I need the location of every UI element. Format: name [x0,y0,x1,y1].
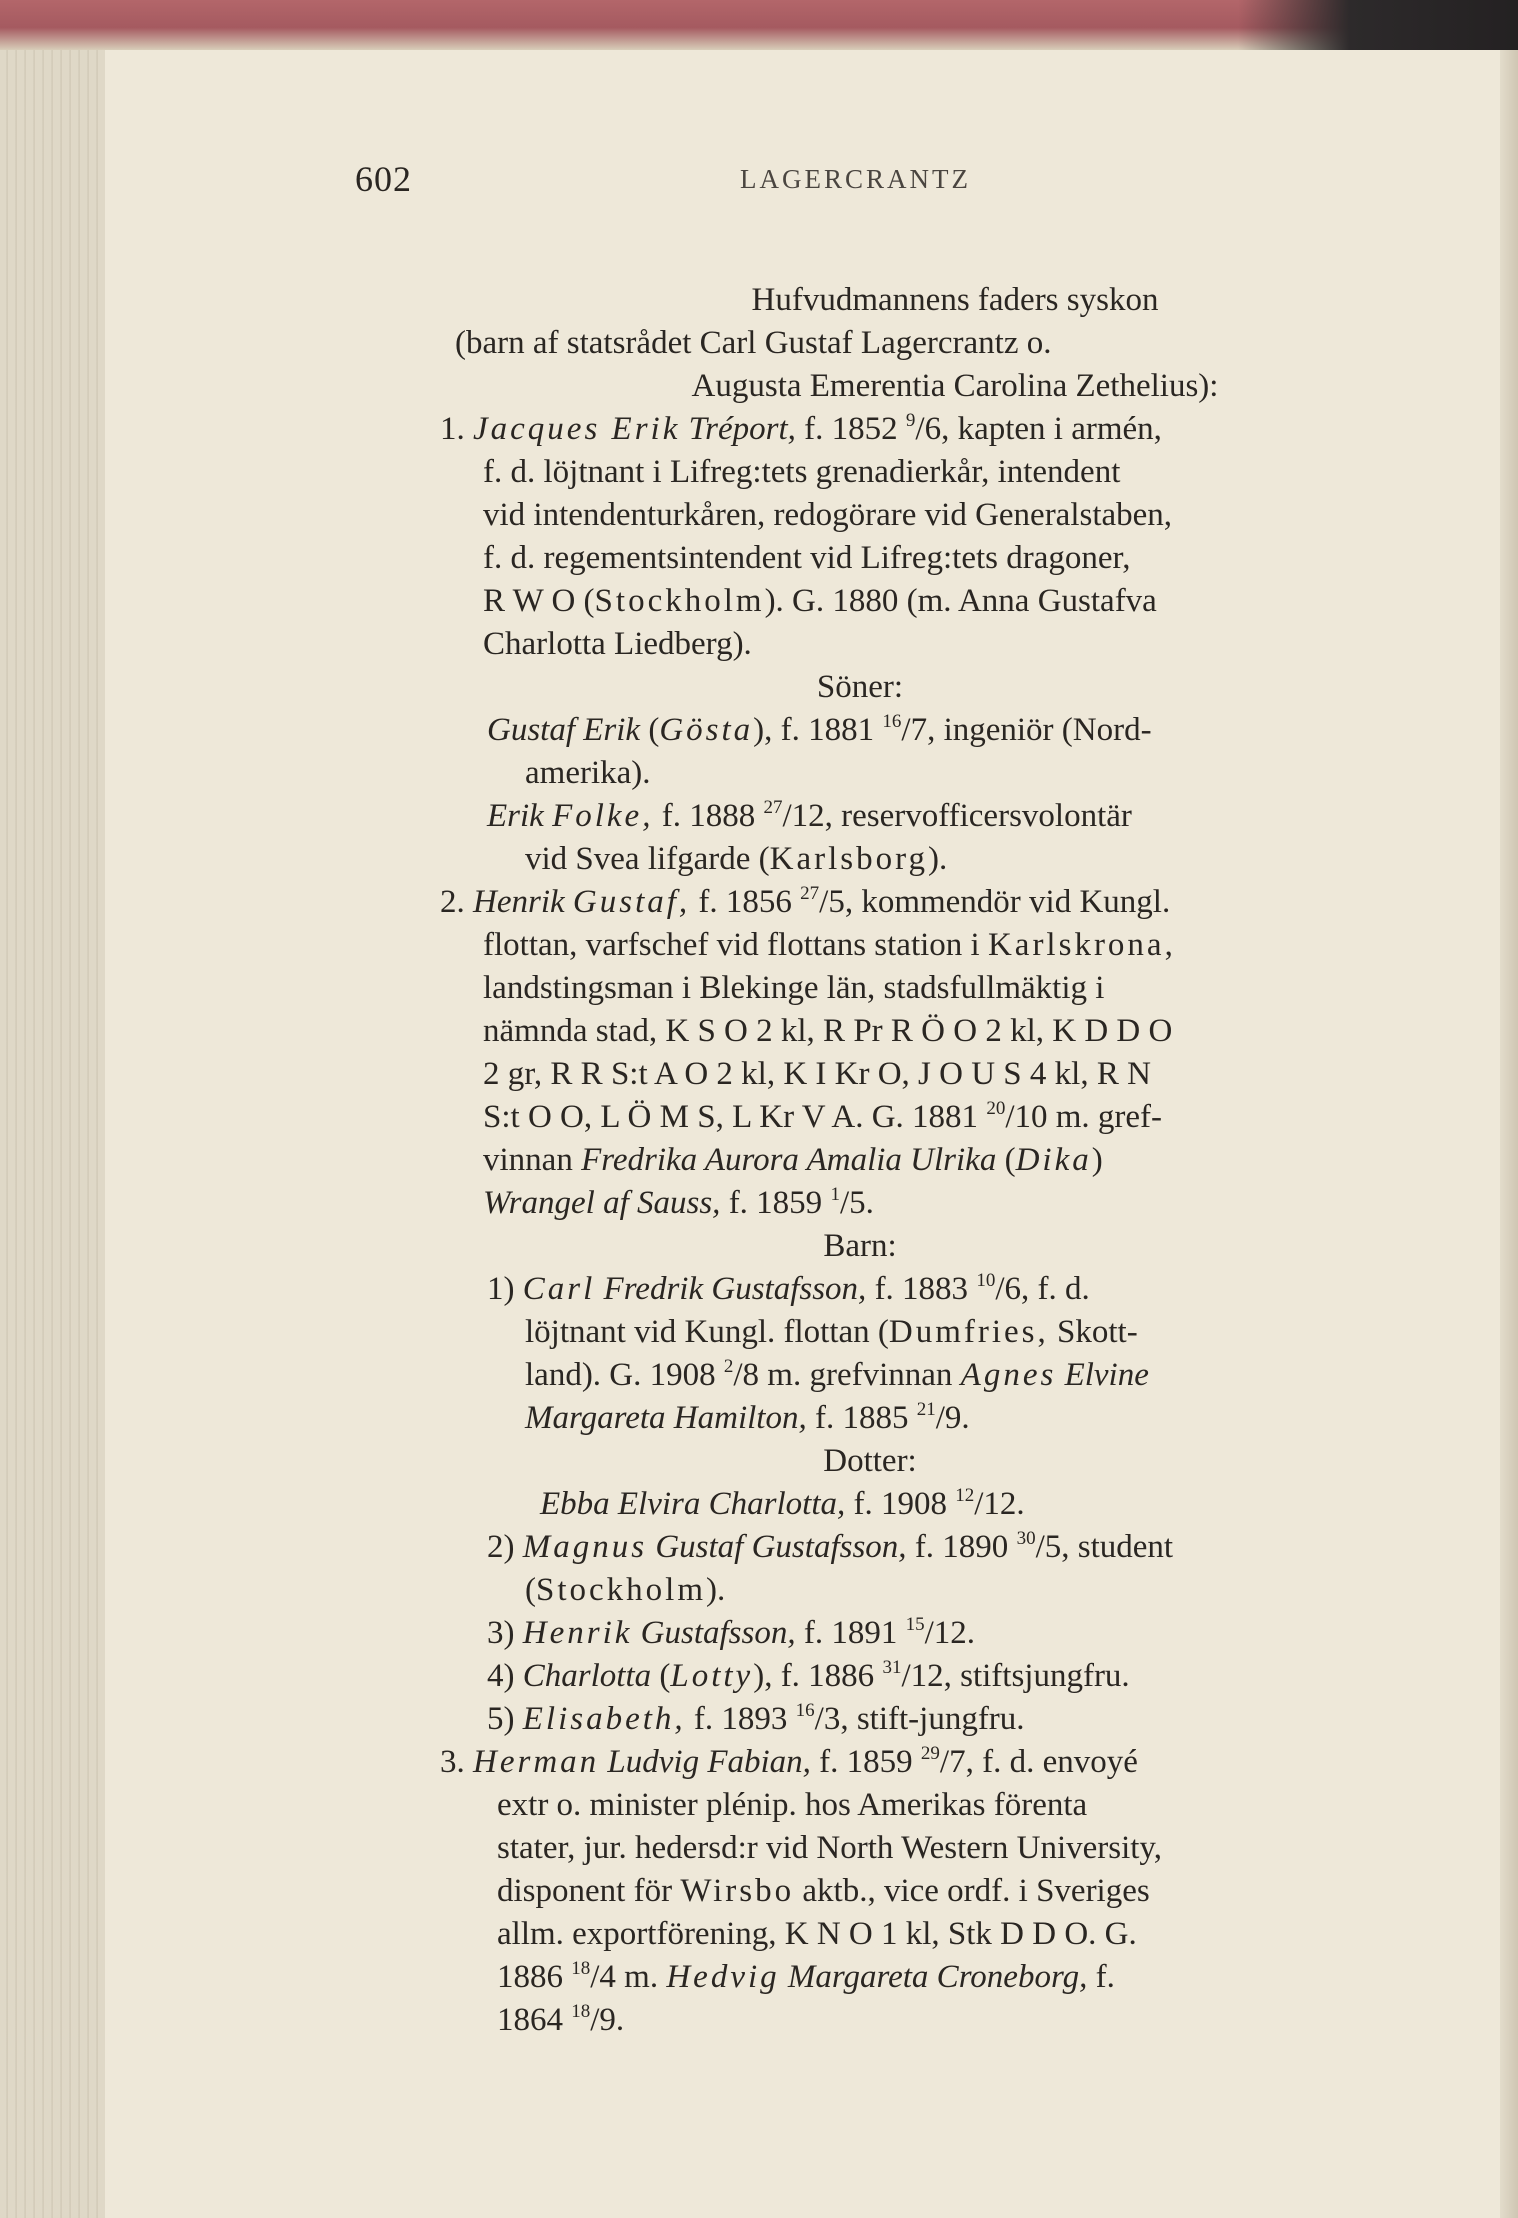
text-segment: Herman [473,1744,600,1780]
text-segment: 4) [487,1658,523,1694]
text-segment: Margareta Croneborg, [787,1959,1088,1995]
text-line [525,752,651,794]
text-segment [632,1615,640,1651]
text-segment: f. [1087,1959,1115,1995]
text-segment: 3. [440,1744,473,1780]
text-segment [780,1959,788,1995]
text-segment: /6, f. d. [995,1271,1090,1307]
text-segment: /5. [839,1185,874,1221]
text-segment: ), f. 1881 [753,712,883,748]
text-segment: Gustaf Erik [487,712,641,748]
text-segment: Dika [1015,1142,1092,1178]
text-line [487,1612,975,1654]
text-line [497,1913,1137,1955]
text-segment: Dotter: [823,1443,917,1479]
text-segment [1056,1357,1064,1393]
text-segment: Elvine [1064,1357,1149,1393]
text-segment: ( [651,1658,671,1694]
text-line [483,1096,1162,1138]
text-segment: Agnes [960,1357,1057,1393]
text-segment: 5) [487,1701,523,1737]
text-line [487,1526,1173,1568]
text-segment: Henrik [522,1615,633,1651]
text-line [525,1569,725,1611]
text-line [483,1182,874,1224]
date-superscript: 16 [795,1700,815,1721]
text-segment: Gösta [659,712,754,748]
text-segment: 2) [487,1529,523,1565]
text-segment: /4 m. [590,1959,667,1995]
text-segment: flottan, varfschef vid flottans station i [483,927,988,963]
text-segment: f. 1890 [906,1529,1017,1565]
text-segment: f. 1885 [806,1400,917,1436]
text-line [487,709,1152,751]
text-segment: ). [706,1572,726,1608]
date-superscript: 20 [986,1098,1006,1119]
text-segment: Karlsborg [769,841,929,877]
text-segment [565,884,573,920]
text-line [440,881,1170,923]
text-line [483,1139,1103,1181]
text-segment: Wrangel af Sauss, [483,1185,721,1221]
text-line [440,408,1162,450]
text-segment: ) [1091,1142,1103,1178]
text-segment: vinnan [483,1142,582,1178]
text-segment: f. 1852 [795,411,906,447]
text-line [497,1784,1087,1826]
text-line [440,1741,1138,1783]
text-segment: vid Svea lifgarde ( [525,841,770,877]
text-segment: S:t O O, L Ö M S, L Kr V A. G. 1881 [483,1099,987,1135]
text-segment: Folke, [552,798,654,834]
text-segment: /3, stift-jungfru. [814,1701,1025,1737]
text-segment: landstingsman i Blekinge län, stadsfullmäktig i [483,970,1105,1006]
text-segment: 2 gr, R R S:t A O 2 kl, K I Kr O, J O U S 4 kl, R N [483,1056,1151,1092]
text-segment: Carl [522,1271,596,1307]
text-segment: extr o. minister plénip. hos Amerikas förenta [497,1787,1088,1823]
text-segment: Tréport, [688,411,796,447]
text-line [483,537,1130,579]
text-line [487,795,1132,837]
text-line [483,451,1120,493]
text-segment: Gustaf, [572,884,691,920]
text-line [487,1655,1130,1697]
text-segment: /5, kommendör vid Kungl. [819,884,1171,920]
text-segment: Barn: [823,1228,897,1264]
text-segment: vid intendenturkåren, redogörare vid Generalstaben, [483,497,1173,533]
date-superscript: 18 [571,2001,591,2022]
text-segment: Augusta Emerentia Carolina Zethelius): [691,368,1219,404]
text-segment: 2. [440,884,473,920]
text-line [483,1010,1172,1052]
text-segment: R W O ( [483,583,595,619]
text-segment: 1) [487,1271,523,1307]
date-superscript: 30 [1016,1528,1036,1549]
text-segment: Gustafsson, [640,1615,796,1651]
text-segment: ). G. 1880 (m. Anna Gustafva [764,583,1157,619]
running-head: LAGERCRANTZ [740,164,971,194]
text-segment: Ebba Elvira Charlotta, [540,1486,846,1522]
date-superscript: 21 [916,1399,936,1420]
text-segment: aktb., vice ordf. i Sveriges [794,1873,1150,1909]
text-segment: Magnus [522,1529,648,1565]
text-line [497,1999,624,2041]
text-line [483,494,1172,536]
text-segment: Stockholm [594,583,765,619]
date-superscript: 15 [905,1614,925,1635]
text-segment: f. 1859 [720,1185,831,1221]
text-segment: land). G. 1908 [525,1357,724,1393]
text-segment: löjtnant vid Kungl. flottan ( [525,1314,889,1350]
text-segment [544,798,552,834]
text-segment: f. 1888 [653,798,764,834]
text-segment: /7, ingeniör (Nord- [901,712,1152,748]
text-segment: 1864 [497,2002,572,2038]
text-line [0,1440,1518,1482]
text-segment: amerika). [525,755,651,791]
text-segment: (barn af statsrådet Carl Gustaf Lagercrantz o. [455,325,1052,361]
text-segment: Fredrika Aurora Amalia Ulrika [581,1142,997,1178]
text-line [455,322,1051,364]
text-segment: disponent för [497,1873,681,1909]
text-segment: f. d. regementsintendent vid Lifreg:tets dragoner, [483,540,1131,576]
text-segment: allm. exportförening, K N O 1 kl, Stk D D O. G. [497,1916,1137,1952]
text-line [525,1354,1149,1396]
text-segment: Jacques Erik [473,411,681,447]
date-superscript: 16 [882,711,902,732]
text-line [0,666,1518,708]
date-superscript: 29 [920,1743,940,1764]
text-segment: Lotty [670,1658,754,1694]
text-segment: /6, kapten i armén, [915,411,1162,447]
text-segment: f. 1883 [866,1271,977,1307]
text-line [487,1698,1025,1740]
text-segment: Margareta Hamilton, [525,1400,807,1436]
text-line [525,1311,1138,1353]
text-line [497,1827,1162,1869]
page-number: 602 [355,159,412,199]
text-segment: f. d. löjtnant i Lifreg:tets grenadierkår, intendent [483,454,1121,490]
text-segment: Karlskrona, [987,927,1176,963]
date-superscript: 9 [905,410,916,431]
text-segment: nämnda stad, K S O 2 kl, R Pr R Ö O 2 kl, K D D O [483,1013,1173,1049]
text-segment: f. 1859 [810,1744,921,1780]
text-segment: Wirsbo [680,1873,795,1909]
text-segment: ( [640,712,660,748]
text-segment: Henrik [473,884,565,920]
date-superscript: 31 [882,1657,902,1678]
text-segment: /8 m. grefvinnan [733,1357,961,1393]
text-segment: /12, stiftsjungfru. [901,1658,1130,1694]
text-segment: Hedvig [666,1959,780,1995]
text-segment: ). [928,841,948,877]
text-segment: f. 1908 [845,1486,956,1522]
text-line [540,1483,1025,1525]
text-line [0,365,1518,407]
text-segment: Erik [487,798,544,834]
text-segment: Söner: [816,669,904,705]
text-line [483,580,1157,622]
date-superscript: 18 [571,1958,591,1979]
text-segment: /9. [935,1400,970,1436]
text-segment: f. 1893 [685,1701,796,1737]
text-segment: 1886 [497,1959,572,1995]
text-segment: ( [996,1142,1016,1178]
text-segment: stater, jur. hedersd:r vid North Western University, [497,1830,1163,1866]
text-segment: f. 1856 [690,884,801,920]
text-segment: Dumfries, [888,1314,1049,1350]
text-line [483,1053,1151,1095]
date-superscript: 27 [763,797,783,818]
text-line [525,838,947,880]
text-segment: /12. [974,1486,1025,1522]
text-segment: /9. [590,2002,625,2038]
text-segment: Gustaf Gustafsson, [655,1529,907,1565]
text-segment: Elisabeth, [522,1701,686,1737]
text-segment: /5, student [1035,1529,1174,1565]
text-segment: Stockholm [536,1572,707,1608]
text-segment: /12, reservofficersvolontär [782,798,1132,834]
text-segment: /12. [924,1615,976,1651]
text-segment [680,411,688,447]
text-segment: Skott- [1048,1314,1138,1350]
text-segment: 1. [440,411,473,447]
text-segment: /7, f. d. envoyé [939,1744,1138,1780]
text-line [0,279,1518,321]
text-segment: ), f. 1886 [753,1658,883,1694]
date-superscript: 2 [723,1356,734,1377]
text-segment: Hufvudmannens faders syskon [751,282,1159,318]
text-segment: Charlotta [522,1658,652,1694]
date-superscript: 27 [800,883,820,904]
text-line [0,1225,1518,1267]
date-superscript: 1 [830,1184,840,1205]
text-line [525,1397,970,1439]
text-segment: f. 1891 [795,1615,906,1651]
text-segment: Fredrik Gustafsson, [603,1271,867,1307]
date-superscript: 12 [955,1485,975,1506]
text-segment: ( [525,1572,536,1608]
text-segment [595,1271,603,1307]
text-line [483,924,1176,966]
text-line [483,623,752,665]
text-line [483,967,1104,1009]
text-line [497,1870,1150,1912]
text-segment: Charlotta Liedberg). [483,626,752,662]
date-superscript: 10 [976,1270,996,1291]
text-line [487,1268,1090,1310]
text-segment: /10 m. gref- [1005,1099,1163,1135]
text-segment: Ludvig Fabian, [607,1744,811,1780]
text-segment: 3) [487,1615,523,1651]
text-line [497,1956,1115,1998]
